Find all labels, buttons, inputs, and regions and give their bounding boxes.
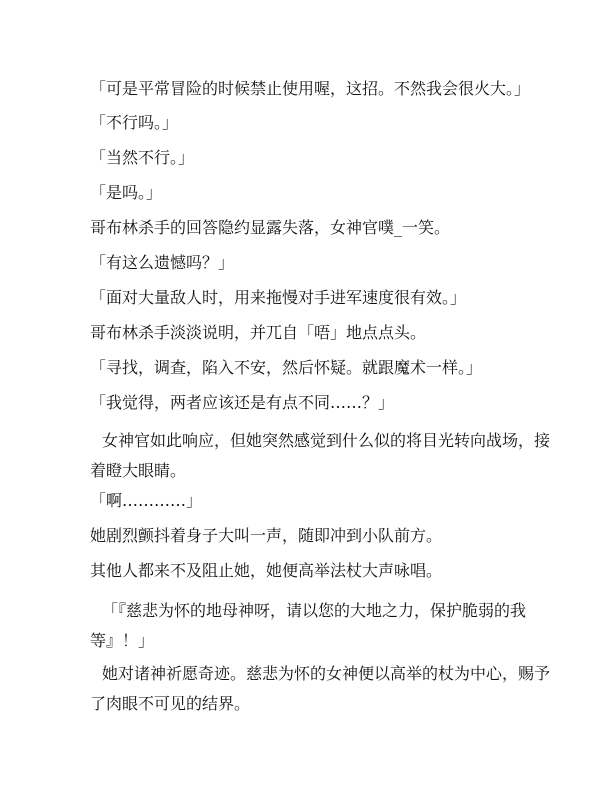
narration-paragraph: 她对诸神祈愿奇迹。慈悲为怀的女神便以高举的杖为中心，赐予了肉眼不可见的结界。 [90,664,551,713]
dialogue-line: 「不行吗。」 [90,113,179,132]
narration-line: 哥布林杀手淡淡说明，并兀自「唔」地点点头。 [90,323,427,342]
dialogue-line: 「是吗。」 [90,183,163,202]
dialogue-line: 「面对大量敌人时，用来拖慢对手进军速度很有效。」 [90,288,467,307]
dialogue-line: 「当然不行。」 [90,148,195,167]
dialogue-line: 「我觉得，两者应该还是有点不同……？」 [90,393,395,412]
narration-paragraph: 女神官如此响应，但她突然感觉到什么似的将目光转向战场，接着瞪大眼睛。 [90,431,551,480]
narration-line: 她剧烈颤抖着身子大叫一声，随即冲到小队前方。 [90,526,443,545]
dialogue-line: 「可是平常冒险的时候禁止使用喔，这招。不然我会很火大。」 [90,79,531,98]
dialogue-line: 「啊…………」 [90,491,203,510]
narration-line: 哥布林杀手的回答隐约显露失落，女神官噗_一笑。 [90,218,451,237]
dialogue-line: 「有这么遗憾吗？」 [90,253,235,272]
dialogue-line: 「寻找，调查，陷入不安，然后怀疑。就跟魔术一样。」 [90,358,483,377]
dialogue-paragraph: 「『慈悲为怀的地母神呀，请以您的大地之力，保护脆弱的我等』！」 [90,601,527,650]
narration-line: 其他人都来不及阻止她，她便高举法杖大声咏唱。 [90,561,443,580]
